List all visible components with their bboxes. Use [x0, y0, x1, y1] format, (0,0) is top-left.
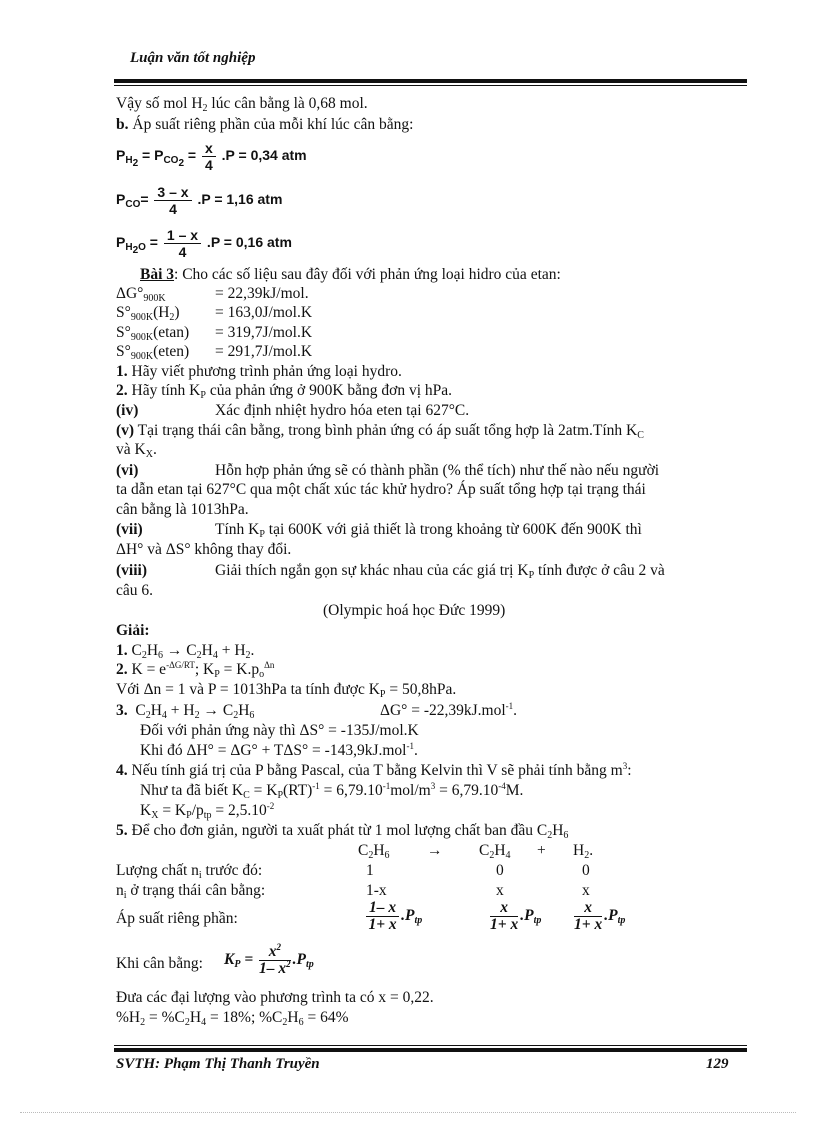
- page-edge-divider: [20, 1112, 796, 1113]
- exercise-title: Bài 3: Cho các số liệu sau đây đối với phản ứng loại hidro của etan:: [140, 266, 561, 283]
- page-number: 129: [706, 1056, 729, 1072]
- solution-1: 1. $C_2H_6 \to C_2H_4 + H_2$.: [116, 642, 255, 661]
- table-row-eq-label: $n_i$ ở trạng thái cân bằng:: [116, 882, 266, 901]
- data-dg-value: = 22,39kJ/mol.: [215, 285, 309, 302]
- question-5: (v) Tại trạng thái cân bằng, trong bình phản ứng có áp suất tổng hợp là 2atm.Tính $K_C$: [116, 422, 644, 441]
- table-header-c2h6: $C_2H_6$: [358, 842, 390, 861]
- solution-3: 3. $C_2H_4 + H_2 \to C_2H_6$: [116, 702, 255, 721]
- solution-5: 5. Để cho đơn giản, người ta xuất phát từ 1 mol lượng chất ban đầu $C_2H_6$: [116, 822, 569, 841]
- table-cell: 0: [582, 862, 590, 879]
- question-8-text: Giải thích ngắn gọn sự khác nhau của các giá trị $K_P$ tính được ở câu 2 và: [215, 562, 665, 581]
- final-line-2: $\%H_2 = \%C_2H_4 = 18\%$; $\%C_2H_6 = 64\%$: [116, 1009, 349, 1028]
- question-7-text: Tính $K_P$ tại 600K với giả thiết là trong khoảng từ 600K đến 900K thì: [215, 521, 642, 540]
- line-partial-pressure-intro: b. Áp suất riêng phần của mỗi khí lúc cân bằng:: [116, 116, 414, 133]
- data-s-eten-value: = 291,7J/mol.K: [215, 343, 313, 360]
- question-6: (vi): [116, 462, 139, 479]
- table-header-c2h4: $C_2H_4$: [479, 842, 511, 861]
- question-8: (viii): [116, 562, 147, 579]
- footer-author: SVTH: Phạm Thị Thanh Truyền: [116, 1056, 320, 1072]
- solution-2: 2. $K = e^{-\Delta G/RT}$; $K_P = K.p_o^{\Delta n}$: [116, 660, 275, 680]
- partial-pressure-c2h6: $\frac{1- x}{1+ x}$ $.P_{tp}$: [364, 900, 422, 933]
- solution-3c: Khi đó ΔH° = ΔG° + TΔS° = -143,9kJ.mol$^{-1}$.: [140, 741, 418, 759]
- solution-3b: Đối với phản ứng này thì ΔS° = -135J/mol.K: [140, 722, 419, 739]
- question-4-text: Xác định nhiệt hydro hóa eten tại 627°C.: [215, 402, 470, 419]
- question-6-text: Hỗn hợp phản ứng sẽ có thành phần (% thể tích) như thế nào nếu người: [215, 462, 660, 479]
- partial-pressure-c2h4: $\frac{x}{1+ x}$ $.P_{tp}$: [490, 899, 542, 933]
- table-cell: 1: [366, 862, 374, 879]
- data-s-eten: $S^\circ_{900K}(eten)$: [116, 343, 190, 362]
- data-s-h2: $S^\circ_{900K}(H_2)$: [116, 304, 180, 323]
- data-s-etan: $S^\circ_{900K}(etan)$: [116, 324, 190, 343]
- header-rule-thin: [114, 85, 747, 86]
- line-moles: Vậy số mol $H_2$ lúc cân bằng là 0,68 mol.: [116, 95, 368, 114]
- source-citation: (Olympic hoá học Đức 1999): [323, 602, 506, 619]
- partial-pressure-h2: $\frac{x}{1+ x}$ $.P_{tp}$: [574, 899, 626, 933]
- table-cell: x: [582, 882, 590, 899]
- equilibrium-label: Khi cân bằng:: [116, 955, 203, 972]
- footer-rule-thick: [114, 1048, 747, 1052]
- data-dg: $\Delta G^\circ_{900K}$: [116, 285, 166, 304]
- solution-heading: Giải:: [116, 622, 150, 639]
- data-s-h2-value: = 163,0J/mol.K: [215, 304, 313, 321]
- equation-p-h2: $P_{H_2} = P_{CO_2}$ = $\frac{x}{4}$ .P = 0,34 atm: [116, 140, 307, 173]
- question-7: (vii): [116, 521, 143, 538]
- table-cell: x: [496, 882, 504, 899]
- solution-2b: Với Δn = 1 và P = 1013hPa ta tính được $K_P = 50,8hPa$.: [116, 681, 457, 700]
- solution-3-dg: ΔG° = -22,39kJ.mol$^{-1}$.: [380, 701, 518, 719]
- table-cell: 1-x: [366, 882, 387, 899]
- equation-p-h2o: $P_{H_2O}$ = $\frac{1 - x}{4}$ .P = 0,16 atm: [116, 227, 292, 260]
- question-4: (iv): [116, 402, 139, 419]
- final-line-1: Đưa các đại lượng vào phương trình ta có x = 0,22.: [116, 989, 434, 1006]
- question-2: 2. Hãy tính $K_P$ của phản ứng ở 900K bằng đơn vị hPa.: [116, 382, 453, 401]
- solution-4b: Như ta đã biết $K_C = K_P(RT)^{-1} = 6,79.10^{-1}mol/m^3 = 6,79.10^{-4}M$.: [140, 781, 524, 801]
- solution-4c: $K_X = K_P/p_{tp} = 2,5.10^{-2}$: [140, 801, 275, 821]
- question-7-cont: ΔH° và ΔS° không thay đổi.: [116, 541, 292, 558]
- table-header-arrow: →: [427, 842, 443, 859]
- equilibrium-equation: $K_P$ = $\frac{x^2}{1- x^2}$ $.P_{tp}$: [224, 942, 314, 977]
- table-cell: 0: [496, 862, 504, 879]
- table-header-h2: $H_2$.: [573, 842, 594, 861]
- question-6-cont: ta dẫn etan tại 627°C qua một chất xúc tác khử hydro? Áp suất tổng hợp tại trạng thái: [116, 481, 646, 498]
- table-row-partial-label: Áp suất riêng phần:: [116, 910, 238, 927]
- equation-p-co: $P_{CO}=$ $\frac{3 - x}{4}$ .P = 1,16 atm: [116, 184, 283, 217]
- header-rule-thick: [114, 79, 747, 83]
- table-header-plus: +: [537, 842, 546, 859]
- question-5-cont: và $K_X$.: [116, 441, 157, 460]
- question-6-cont2: cân bằng là 1013hPa.: [116, 501, 249, 518]
- data-s-etan-value: = 319,7J/mol.K: [215, 324, 313, 341]
- table-row-initial-label: Lượng chất $n_i$ trước đó:: [116, 862, 263, 881]
- question-1: 1. Hãy viết phương trình phản ứng loại hydro.: [116, 363, 402, 380]
- header-title: Luận văn tốt nghiệp: [130, 50, 256, 66]
- footer-rule-thin: [114, 1045, 747, 1046]
- solution-4: 4. Nếu tính giá trị của P bằng Pascal, của T bằng Kelvin thì V sẽ phải tính bằng $m^3$:: [116, 761, 632, 779]
- question-8-cont: câu 6.: [116, 582, 154, 599]
